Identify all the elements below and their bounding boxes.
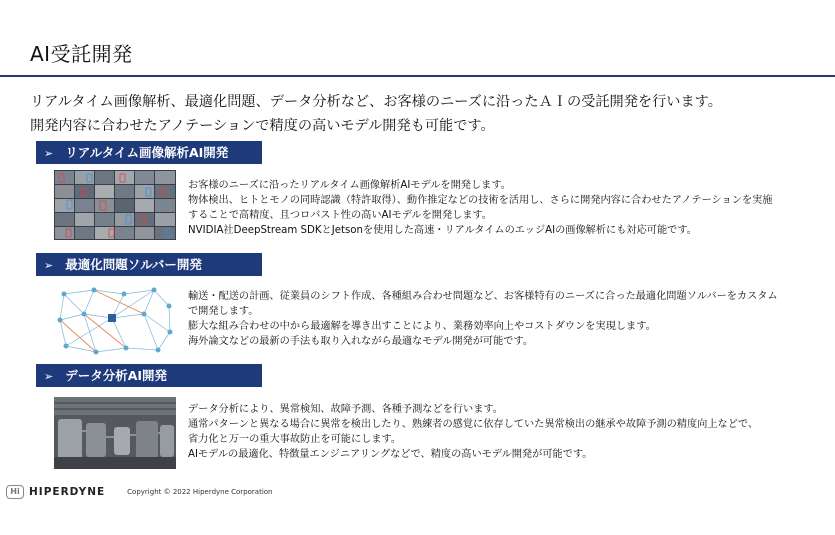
section-heading: 最適化問題ソルバー開発 [65, 257, 202, 272]
arrow-icon: ➢ [44, 147, 54, 160]
section-description [188, 178, 813, 238]
intro-line: リアルタイム画像解析、最適化問題、データ分析など、お客様のニーズに沿ったＡＩの受託開発を行います。 [30, 94, 722, 110]
intro-line: 開発内容に合わせたアノテーションで精度の高いモデル開発も可能です。 [30, 118, 495, 134]
arrow-icon: ➢ [44, 259, 54, 272]
description-line: することで高精度、且つロバスト性の高いAIモデルを開発します。 [188, 210, 493, 221]
section-heading: データ分析AI開発 [65, 368, 168, 383]
page-title: AI受託開発 [30, 42, 133, 66]
section-header-realtime-image [36, 141, 262, 164]
intro-text [30, 90, 820, 138]
section-heading: リアルタイム画像解析AI開発 [65, 145, 229, 160]
description-line: 海外論文などの最新の手法も取り入れながら最適なモデル開発が可能です。 [188, 336, 534, 347]
description-line: 通常パターンと異なる場合に異常を検出したり、熟練者の感覚に依存していた異常検出の継承や故障予測の精度向上などで、 [188, 419, 759, 430]
brand-name: HIPERDYNE [29, 486, 106, 498]
footer [6, 484, 272, 500]
copyright-text: Copyright © 2022 Hiperdyne Corporation [127, 488, 273, 496]
section-header-data-analysis [36, 364, 262, 387]
description-line: で開発します。 [188, 306, 259, 317]
section-header-optimization [36, 253, 262, 276]
description-line: 省力化と万一の重大事故防止を可能にします。 [188, 434, 402, 445]
description-line: 膨大な組み合わせの中から最適解を導き出すことにより、業務効率向上やコストダウンを実現します。 [188, 321, 656, 332]
description-line: NVIDIA社DeepStream SDKとJetsonを使用した高速・リアルタイムのエッジAIの画像解析にも対応可能です。 [188, 225, 697, 236]
description-line: AIモデルの最適化、特徴量エンジニアリングなどで、精度の高いモデル開発が可能です。 [188, 449, 593, 460]
video-grid-thumbnail [54, 170, 176, 240]
description-line: お客様のニーズに沿ったリアルタイム画像解析AIモデルを開発します。 [188, 180, 511, 191]
hiperdyne-logo-icon: Hi [6, 485, 24, 499]
description-line: データ分析により、異常検知、故障予測、各種予測などを行います。 [188, 404, 503, 415]
section-description [188, 289, 813, 349]
description-line: 物体検出、ヒトとモノの同時認識（特許取得）、動作推定などの技術を活用し、さらに開発内容に合わせたアノテーションを実施 [188, 195, 773, 206]
description-line: 輸送・配送の計画、従業員のシフト作成、各種組み合わせ問題など、お客様特有のニーズに合った最適化問題ソルバーをカスタム [188, 291, 778, 302]
section-description [188, 402, 813, 462]
title-divider [0, 75, 835, 77]
factory-photo-thumbnail [54, 397, 176, 469]
network-graph-thumbnail [54, 284, 176, 356]
arrow-icon: ➢ [44, 370, 54, 383]
